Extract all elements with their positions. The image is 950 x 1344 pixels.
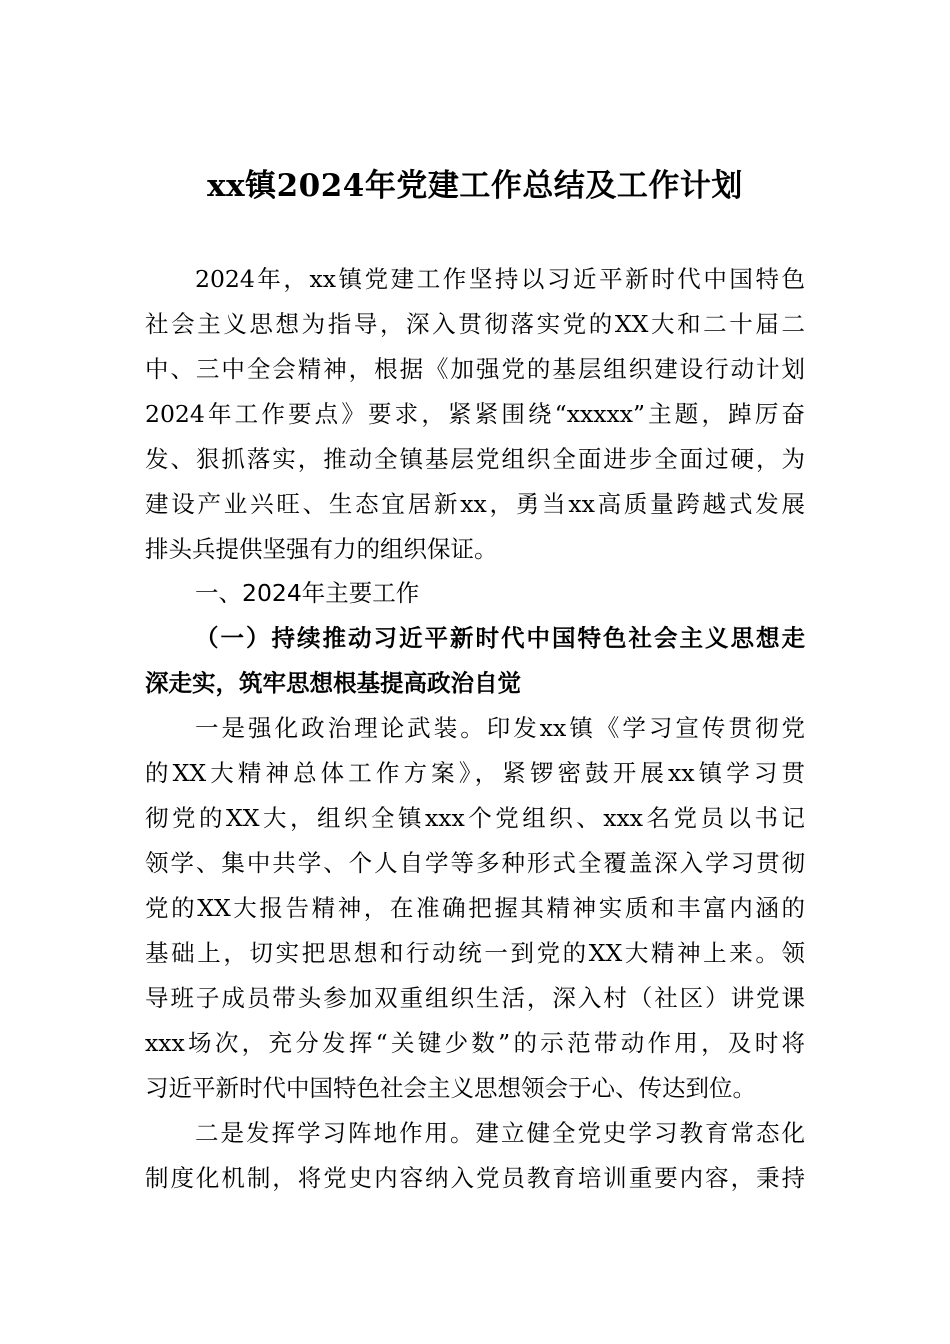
paragraph-line: 彻党的XX大，组织全镇xxx个党组织、xxx名党员以书记 [145, 804, 805, 832]
paragraph-line: 的XX大精神总体工作方案》，紧锣密鼓开展xx镇学习贯 [145, 759, 805, 787]
paragraph-line: 党的XX大报告精神，在准确把握其精神实质和丰富内涵的 [145, 894, 805, 922]
paragraph-line: 一是强化政治理论武装。印发xx镇《学习宣传贯彻党 [195, 714, 805, 742]
intro-line: 排头兵提供坚强有力的组织保证。 [145, 535, 498, 563]
intro-line: 建设产业兴旺、生态宜居新xx，勇当xx高质量跨越式发展 [145, 490, 805, 518]
intro-line: 社会主义思想为指导，深入贯彻落实党的XX大和二十届二 [145, 310, 805, 338]
intro-line: 发、狠抓落实，推动全镇基层党组织全面进步全面过硬，为 [145, 445, 805, 473]
paragraph-line: 习近平新时代中国特色社会主义思想领会于心、传达到位。 [145, 1074, 756, 1102]
subsection-heading-line: 深走实，筑牢思想根基提高政治自觉 [145, 669, 521, 697]
paragraph-line: 制度化机制，将党史内容纳入党员教育培训重要内容，秉持 [145, 1164, 805, 1192]
paragraph-line: 领学、集中共学、个人自学等多种形式全覆盖深入学习贯彻 [145, 849, 805, 877]
paragraph-line: 导班子成员带头参加双重组织生活，深入村（社区）讲党课 [145, 984, 805, 1012]
intro-line: 2024年，xx镇党建工作坚持以习近平新时代中国特色 [195, 265, 805, 293]
paragraph-line: xxx场次，充分发挥“关键少数”的示范带动作用，及时将 [145, 1029, 805, 1057]
paragraph-line: 二是发挥学习阵地作用。建立健全党史学习教育常态化 [195, 1119, 805, 1147]
intro-line: 中、三中全会精神，根据《加强党的基层组织建设行动计划 [145, 355, 805, 383]
document-title: xx镇2024年党建工作总结及工作计划 [207, 168, 743, 204]
paragraph-line: 基础上，切实把思想和行动统一到党的XX大精神上来。领 [145, 939, 805, 967]
section-heading: 一、2024年主要工作 [195, 579, 420, 607]
intro-line: 2024年工作要点》要求，紧紧围绕“xxxxx”主题，踔厉奋 [145, 400, 805, 428]
subsection-heading-line: （一）持续推动习近平新时代中国特色社会主义思想走 [195, 624, 805, 652]
